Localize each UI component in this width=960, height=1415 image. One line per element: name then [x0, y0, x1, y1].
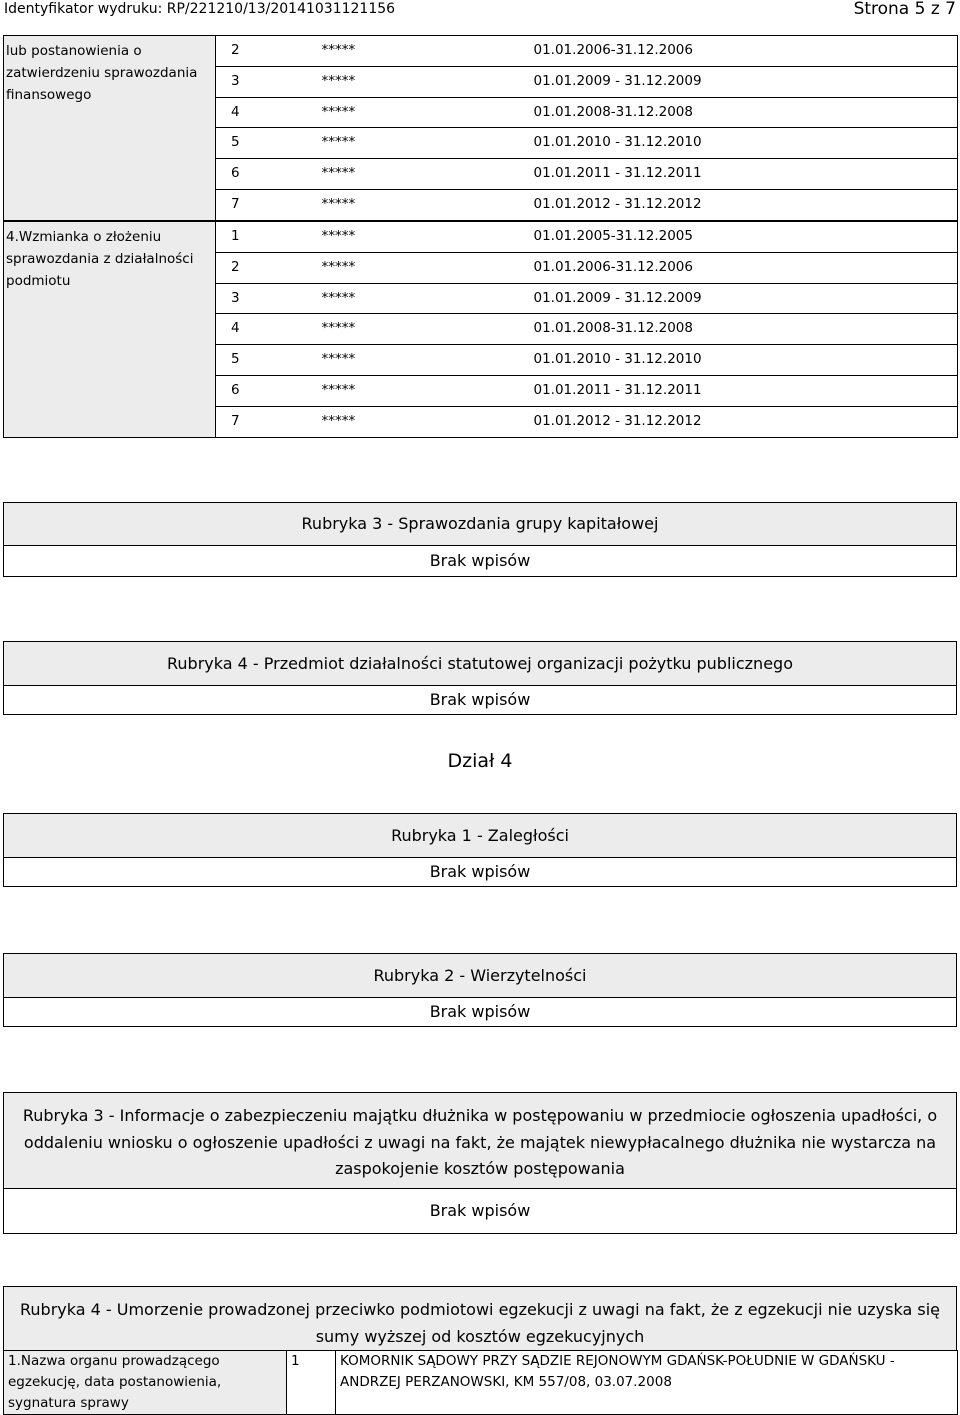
section-title: Rubryka 3 - Sprawozdania grupy kapitałowej [4, 503, 956, 545]
section-r4-umorzenie [3, 1286, 957, 1350]
row-value: ***** [320, 189, 534, 220]
section-r2-wierzytelnosci [3, 953, 957, 1027]
row-value: ***** [320, 159, 534, 190]
row-number: 2 [216, 36, 320, 67]
row-number: 3 [216, 283, 320, 314]
section-title: Rubryka 2 - Wierzytelności [4, 954, 956, 997]
row-value: ***** [320, 345, 534, 376]
section-body: Brak wpisów [4, 857, 956, 886]
section-title: Rubryka 3 - Informacje o zabezpieczeniu majątku dłużnika w postępowaniu w przedmiocie ogłoszenia upadłości, o oddaleniu wniosku o ogłoszenie upadłości z uwagi na fakt, że majątek niewypłacalnego dłużnika nie wystarcza na zaspokojenie kosztów postępowania [4, 1093, 956, 1188]
section-body: Brak wpisów [4, 997, 956, 1026]
section-r3-informacje [3, 1092, 957, 1234]
table-row [4, 222, 958, 253]
row-value: ***** [320, 97, 534, 128]
row-number: 2 [216, 252, 320, 283]
row-period: 01.01.2010 - 31.12.2010 [534, 128, 958, 159]
financial-report-table [3, 35, 958, 221]
row-number: 3 [216, 66, 320, 97]
row-number: 4 [216, 97, 320, 128]
row-period: 01.01.2006-31.12.2006 [534, 252, 958, 283]
row-period: 01.01.2011 - 31.12.2011 [534, 159, 958, 190]
print-header [0, 0, 960, 26]
print-identifier: Identyfikator wydruku: RP/221210/13/20141031121156 [4, 1, 396, 17]
row-number: 1 [287, 1351, 336, 1415]
row-value: ***** [320, 252, 534, 283]
section-r3-grupa [3, 502, 957, 577]
dzial-heading: Dział 4 [447, 750, 513, 772]
row-value: ***** [320, 406, 534, 437]
row-value: ***** [320, 66, 534, 97]
section-body: Brak wpisów [4, 545, 956, 576]
row-value: ***** [320, 36, 534, 67]
row-period: 01.01.2005-31.12.2005 [534, 222, 958, 253]
row-label: 1.Nazwa organu prowadzącego egzekucję, data postanowienia, sygnatura sprawy [4, 1351, 287, 1415]
row-period: 01.01.2008-31.12.2008 [534, 314, 958, 345]
section-title: Rubryka 4 - Przedmiot działalności statutowej organizacji pożytku publicznego [4, 642, 956, 685]
row-value: ***** [320, 375, 534, 406]
row-period: 01.01.2012 - 31.12.2012 [534, 189, 958, 220]
section-body: Brak wpisów [4, 685, 956, 714]
row-period: 01.01.2006-31.12.2006 [534, 36, 958, 67]
row-number: 7 [216, 189, 320, 220]
row-value: ***** [320, 314, 534, 345]
row-period: 01.01.2010 - 31.12.2010 [534, 345, 958, 376]
row-label: 4.Wzmianka o złożeniu sprawozdania z działalności podmiotu [4, 222, 216, 438]
section-title: Rubryka 1 - Zaległości [4, 814, 956, 857]
table-row [4, 1351, 958, 1415]
section-r1-zaleglosci [3, 813, 957, 887]
section-r4-przedmiot [3, 641, 957, 715]
row-number: 6 [216, 159, 320, 190]
row-period: 01.01.2008-31.12.2008 [534, 97, 958, 128]
table-row [4, 36, 958, 67]
enforcement-table [3, 1350, 958, 1415]
row-number: 4 [216, 314, 320, 345]
row-period: 01.01.2009 - 31.12.2009 [534, 66, 958, 97]
row-value: ***** [320, 128, 534, 159]
row-period: 01.01.2009 - 31.12.2009 [534, 283, 958, 314]
row-number: 6 [216, 375, 320, 406]
row-label: lub postanowienia o zatwierdzeniu sprawozdania finansowego [4, 36, 216, 221]
row-number: 1 [216, 222, 320, 253]
section-body: Brak wpisów [4, 1188, 956, 1233]
row-value: ***** [320, 222, 534, 253]
row-number: 7 [216, 406, 320, 437]
row-value: ***** [320, 283, 534, 314]
activity-report-table [3, 221, 958, 438]
page-number: Strona 5 z 7 [853, 0, 956, 19]
row-value: KOMORNIK SĄDOWY PRZY SĄDZIE REJONOWYM GDAŃSK-POŁUDNIE W GDAŃSKU - ANDRZEJ PERZANOWSKI, KM 557/08, 03.07.2008 [336, 1351, 958, 1415]
row-period: 01.01.2012 - 31.12.2012 [534, 406, 958, 437]
row-period: 01.01.2011 - 31.12.2011 [534, 375, 958, 406]
section-title: Rubryka 4 - Umorzenie prowadzonej przeciwko podmiotowi egzekucji z uwagi na fakt, że z egzekucji nie uzyska się sumy wyższej od kosztów egzekucyjnych [4, 1287, 956, 1351]
row-number: 5 [216, 128, 320, 159]
row-number: 5 [216, 345, 320, 376]
